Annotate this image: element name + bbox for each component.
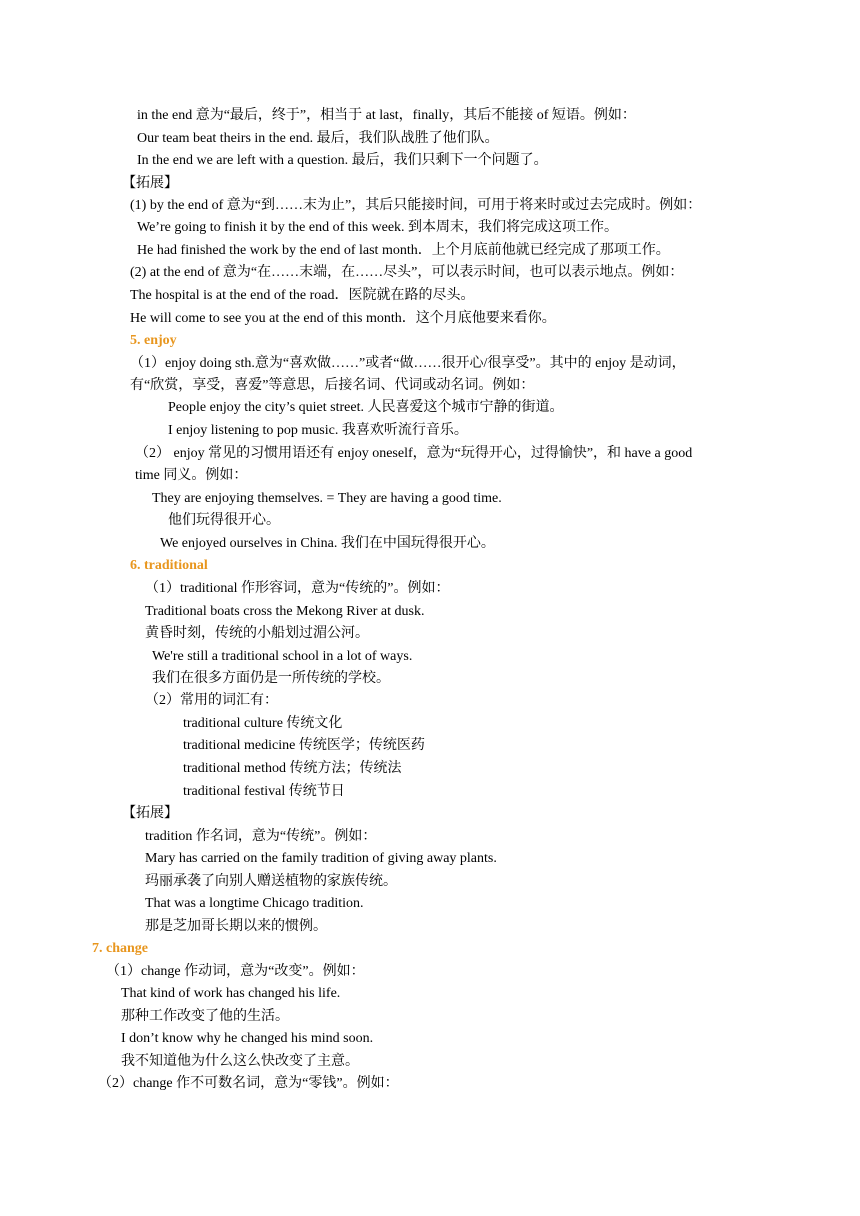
text-line: （1）traditional 作形容词，意为“传统的”。例如： <box>145 581 450 596</box>
example-line: 那是芝加哥长期以来的惯例。 <box>145 919 327 934</box>
text-line: （2） enjoy 常见的习惯用语还有 enjoy oneself，意为“玩得开心，过得愉快”，和 have a good <box>135 446 693 461</box>
text-line: Our team beat theirs in the end. 最后，我们队战胜了他们队。 <box>137 131 499 146</box>
example-line: 我们在很多方面仍是一所传统的学校。 <box>152 671 390 686</box>
text-line: （1）change 作动词，意为“改变”。例如： <box>106 964 365 979</box>
example-line: Traditional boats cross the Mekong River at dusk. <box>145 604 425 619</box>
vocab-item: traditional method 传统方法；传统法 <box>183 761 402 776</box>
section-label: 【拓展】 <box>122 806 178 821</box>
text-line: He had finished the work by the end of last month．上个月底前他就已经完成了那项工作。 <box>137 243 670 258</box>
example-line: We're still a traditional school in a lot of ways. <box>152 649 413 664</box>
text-line: In the end we are left with a question. 最后，我们只剩下一个问题了。 <box>137 153 548 168</box>
text-line: （2）常用的词汇有： <box>145 693 278 708</box>
text-line: He will come to see you at the end of this month．这个月底他要来看你。 <box>130 311 556 326</box>
text-line: （2）change 作不可数名词，意为“零钱”。例如： <box>98 1076 399 1091</box>
example-line: 我不知道他为什么这么快改变了主意。 <box>121 1054 359 1069</box>
text-line: time 同义。例如： <box>135 468 248 483</box>
heading-enjoy: 5. enjoy <box>130 333 177 348</box>
text-line: in the end 意为“最后，终于”，相当于 at last，finally，其后不能接 of 短语。例如： <box>137 108 636 123</box>
text-line: 有“欣赏，享受，喜爱”等意思，后接名词、代词或动名词。例如： <box>130 378 535 393</box>
example-line: I enjoy listening to pop music. 我喜欢听流行音乐。 <box>168 423 468 438</box>
example-line: That kind of work has changed his life. <box>121 986 341 1001</box>
text-line: tradition 作名词，意为“传统”。例如： <box>145 829 377 844</box>
text-line: (1) by the end of 意为“到……末为止”，其后只能接时间，可用于将来时或过去完成时。例如： <box>130 198 702 213</box>
example-line: They are enjoying themselves. = They are having a good time. <box>152 491 502 506</box>
example-line: We enjoyed ourselves in China. 我们在中国玩得很开心。 <box>160 536 495 551</box>
text-line: We’re going to finish it by the end of this week. 到本周末，我们将完成这项工作。 <box>137 220 619 235</box>
example-line: 黄昏时刻，传统的小船划过湄公河。 <box>145 626 369 641</box>
example-line: I don’t know why he changed his mind soon. <box>121 1031 374 1046</box>
example-line: Mary has carried on the family tradition of giving away plants. <box>145 851 497 866</box>
section-label: 【拓展】 <box>122 176 178 191</box>
vocab-item: traditional festival 传统节日 <box>183 784 345 799</box>
example-line: 玛丽承袭了向别人赠送植物的家族传统。 <box>145 874 397 889</box>
example-line: That was a longtime Chicago tradition. <box>145 896 364 911</box>
text-line: （1）enjoy doing sth.意为“喜欢做……”或者“做……很开心/很享受”。其中的 enjoy 是动词， <box>130 356 686 371</box>
heading-traditional: 6. traditional <box>130 558 208 573</box>
heading-change: 7. change <box>92 941 148 956</box>
example-line: 那种工作改变了他的生活。 <box>121 1009 289 1024</box>
vocab-item: traditional medicine 传统医学；传统医药 <box>183 738 425 753</box>
text-line: The hospital is at the end of the road．医院就在路的尽头。 <box>130 288 475 303</box>
example-line: 他们玩得很开心。 <box>168 513 280 528</box>
vocab-item: traditional culture 传统文化 <box>183 716 343 731</box>
example-line: People enjoy the city’s quiet street. 人民喜爱这个城市宁静的街道。 <box>168 400 564 415</box>
text-line: (2) at the end of 意为“在……末端，在……尽头”，可以表示时间，也可以表示地点。例如： <box>130 265 684 280</box>
